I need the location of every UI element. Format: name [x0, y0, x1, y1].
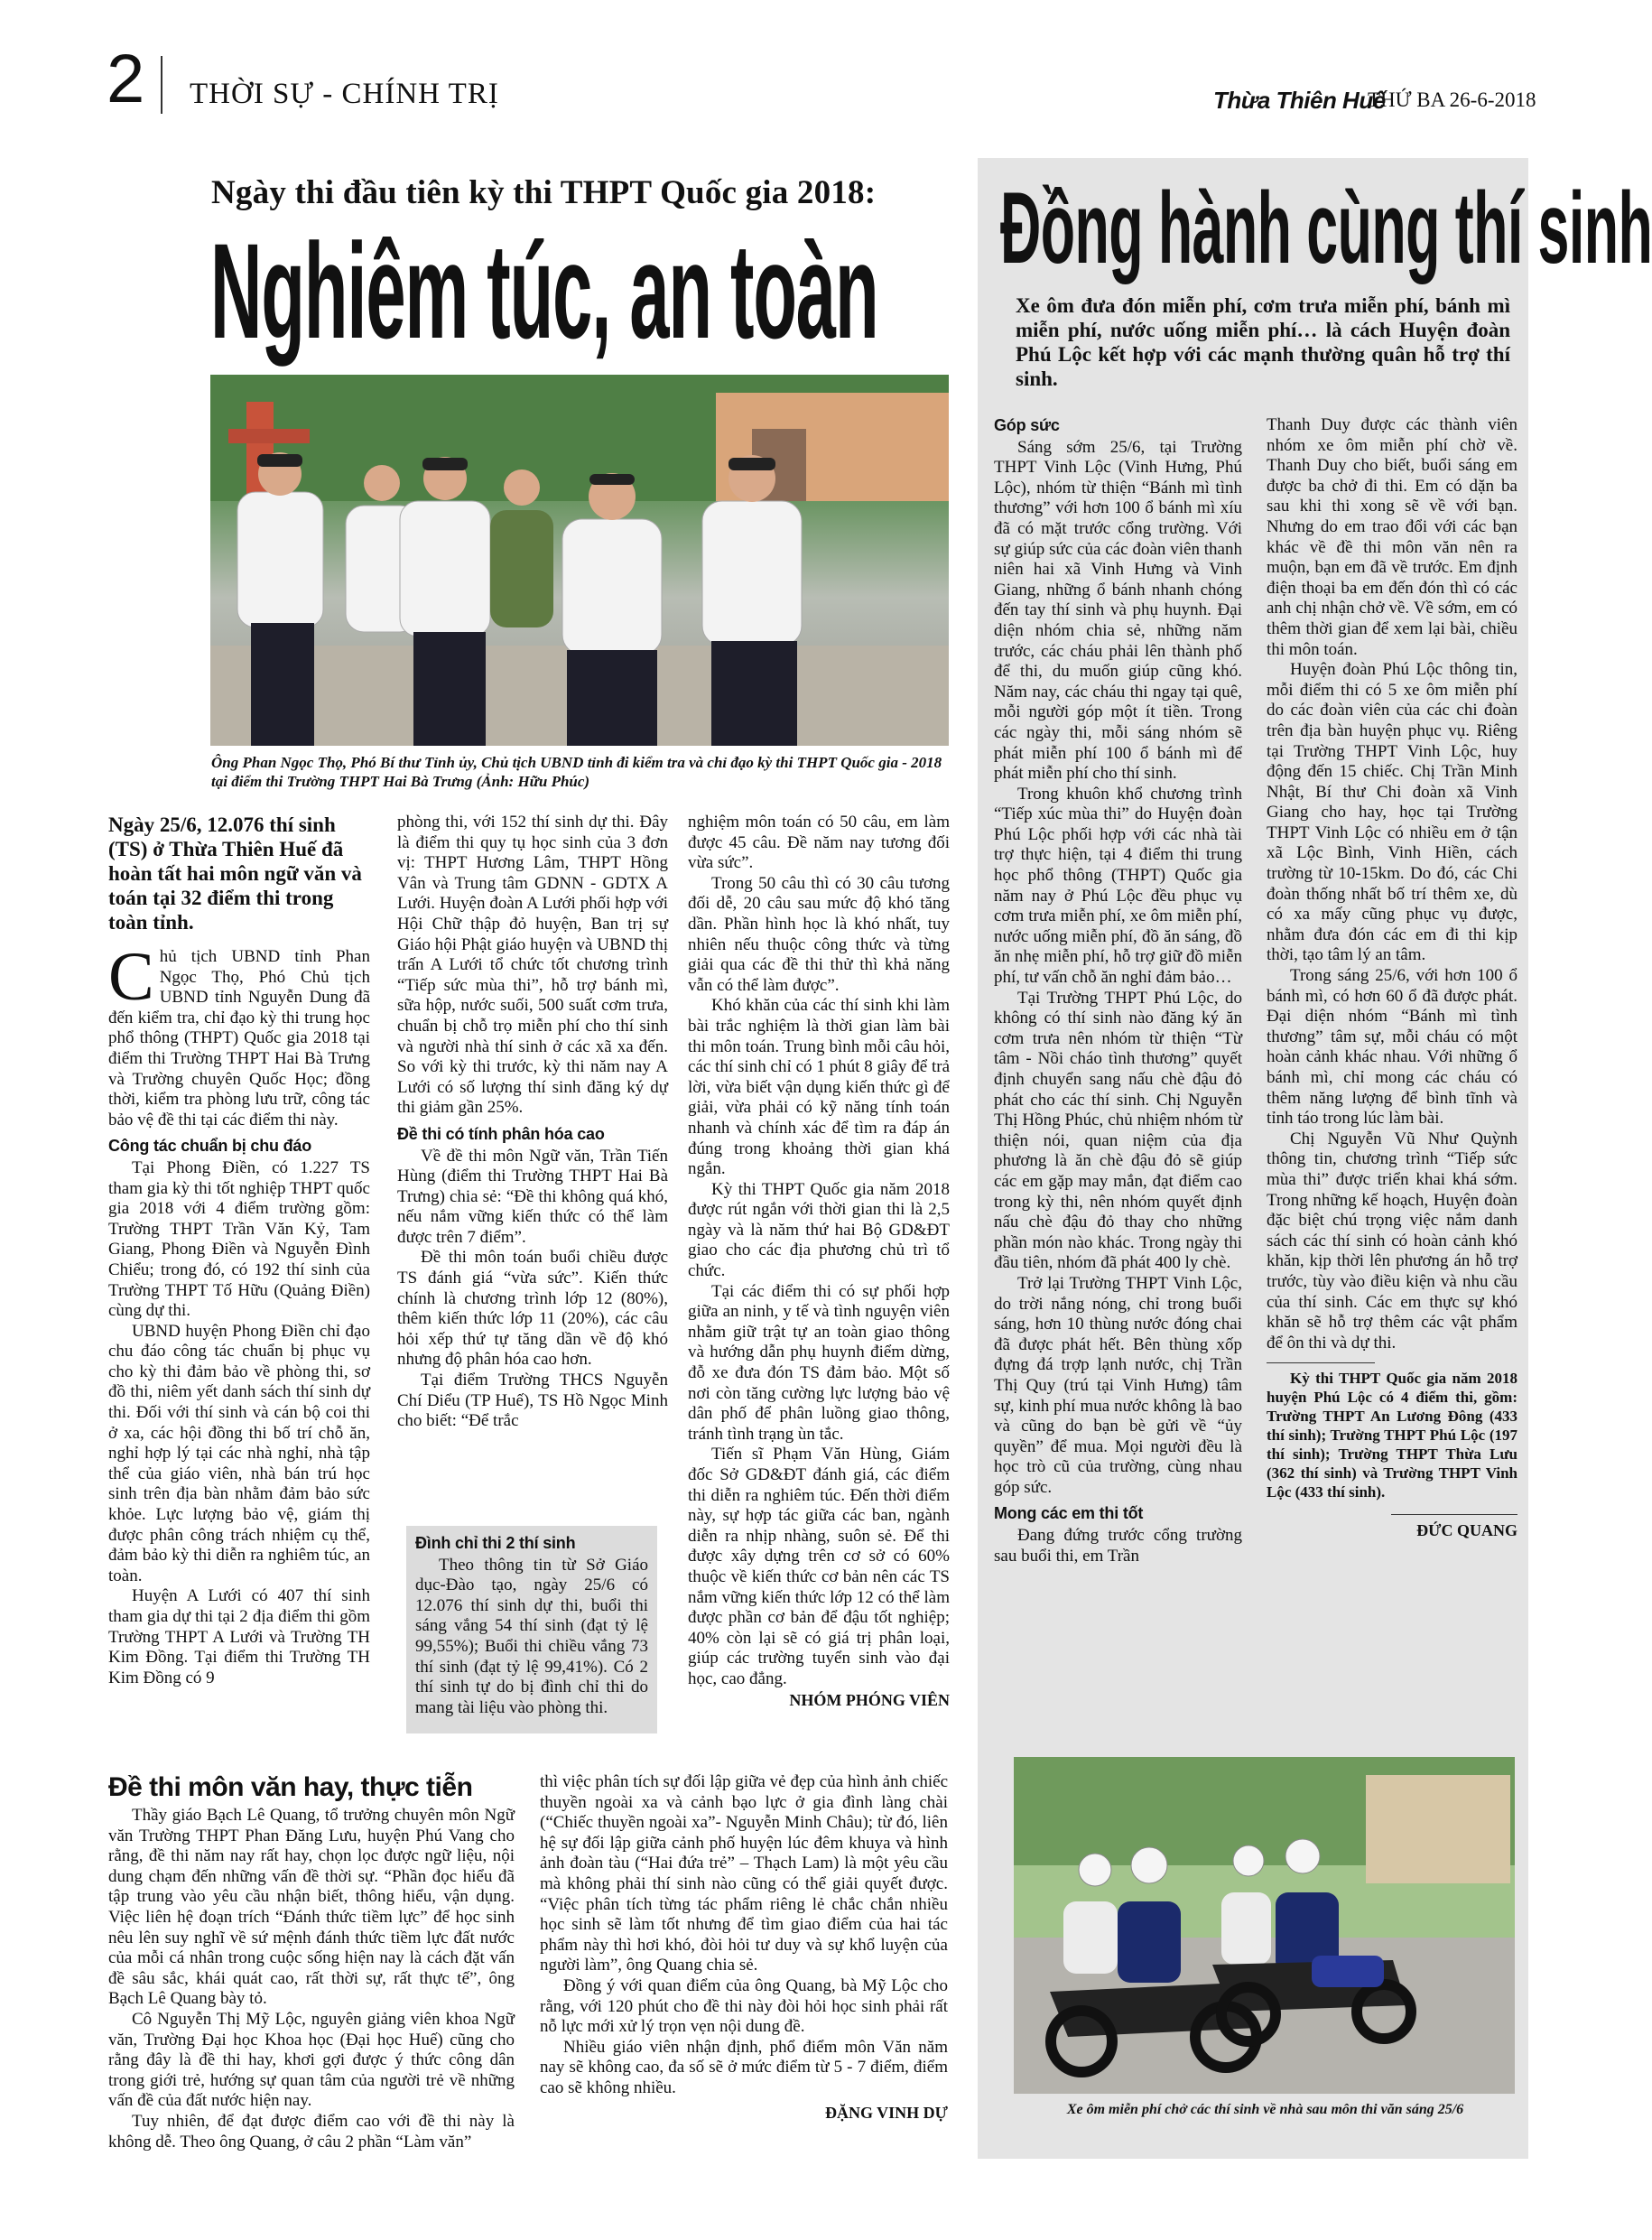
main-photo: [210, 375, 949, 746]
main-kicker: Ngày thi đầu tiên kỳ thi THPT Quốc gia 2018:: [211, 174, 877, 211]
side-p3: Tại Trường THPT Phú Lộc, do không có thí sinh nào đăng ký ăn cơm trưa nên nhóm từ thiện “Từ tâm - Nồi cháo tình thương” quyết định chuyển sang nấu chè đậu đỏ phát cho các thí sinh. Chị Nguyễn Thị Hồng Phúc, chủ nhiệm nhóm từ thiện nói, quan niệm của địa phương là ăn chè đậu đỏ sẽ giúp các em gặp may mắn, đạt điểm cao trong kỳ thi, nên nhóm quyết định nấu chè đậu đỏ thay cho những phần món nào khác. Trong ngày thi đầu tiên, nhóm đã phát 400 ly chè.: [994, 988, 1242, 1273]
main-p1: hủ tịch UBND tỉnh Phan Ngọc Thọ, Phó Chủ tịch UBND tỉnh Nguyễn Dung đã đến kiểm tra, chỉ đạo kỳ thi trung học phổ thông (THPT) Quốc gia 2018 tại điểm thi Trường THPT Hai Bà Trưng và Trường chuyên Quốc Học; đồng thời, kiểm tra phòng lưu trữ, công tác bảo vệ đề thi tại các điểm thi này.: [108, 947, 370, 1129]
side-photo: [1014, 1757, 1515, 2094]
main-lead: Ngày 25/6, 12.076 thí sinh (TS) ở Thừa Thiên Huế đã hoàn tất hai môn ngữ văn và toán tại 32 điểm thi trong toàn tỉnh.: [108, 813, 362, 934]
main-p2: Tại Phong Điền, có 1.227 TS tham gia kỳ thi tốt nghiệp THPT quốc gia 2018 với 4 điểm trường gồm: Trường THPT Trần Văn Kỷ, Tam Giang, Phong Điền và Nguyễn Đình Chiểu; trong đó, có 192 thí sinh của Trường THPT Tố Hữu (Quảng Điền) cùng dự thi.: [108, 1157, 370, 1321]
page-number: 2: [107, 41, 145, 117]
main-p4: Huyện A Lưới có 407 thí sinh tham gia dự thi tại 2 địa điểm thi gồm Trường THPT A Lưới và Trường TH Kim Đồng. Tại điểm thi Trường TH Kim Đồng có 9: [108, 1586, 370, 1687]
main-p9: nghiệm môn toán có 50 câu, em làm được 45 câu. Đề năm nay tương đối vừa sức”.: [688, 813, 950, 873]
main-photo-caption: Ông Phan Ngọc Thọ, Phó Bí thư Tỉnh ủy, Chủ tịch UBND tỉnh đi kiểm tra và chỉ đạo kỳ thi THPT Quốc gia - 2018 tại điểm thi Trường THPT Hai Bà Trưng (Ảnh: Hữu Phúc): [211, 754, 942, 790]
section-title: THỜI SỰ - CHÍNH TRỊ: [190, 78, 499, 110]
main-col-1: [108, 813, 370, 1688]
header-divider: [161, 56, 162, 114]
side-p1: Sáng sớm 25/6, tại Trường THPT Vinh Lộc (Vinh Hưng, Phú Lộc), nhóm từ thiện “Bánh mì tình thương” với hơn 100 ổ bánh mì xíu đã có mặt trước cổng trường. Với sự giúp sức của các đoàn viên thanh niên hai xã Vinh Hưng và Vinh Giang, những ổ bánh nhanh chóng đến tay thí sinh và phụ huynh. Đại diện nhóm chia sẻ, những năm trước, các cháu phải lên thành phố để thi, du muốn giúp cũng khó. Năm nay, các cháu thi ngay tại quê, mỗi người góp một ít tiền. Trong các ngày thi, mỗi sáng nhóm sẽ phát miễn phí 100 ổ bánh mì để phát miễn phí cho thí sinh.: [994, 437, 1242, 784]
side-p9: Chị Nguyễn Vũ Như Quỳnh thông tin, chương trình “Tiếp sức mùa thi” được triển khai khá sớm. Trong những kế hoạch, Huyện đoàn đặc biệt chú trọng việc nắm danh sách các thí sinh có hoàn cảnh khó khăn, kịp thời lên phương án hỗ trợ trước, tùy vào điều kiện và nhu cầu của thí sinh. Các em thực sự khó khăn sẽ hỗ trợ thêm các vật phẩm để ôn thi và dự thi.: [1267, 1129, 1517, 1352]
side-headline-wrap: [1000, 172, 1652, 293]
masthead: Thừa Thiên Huế: [1213, 87, 1386, 114]
box-title: Đình chỉ thi 2 thí sinh: [415, 1534, 576, 1552]
second-p2: Cô Nguyễn Thị Mỹ Lộc, nguyên giảng viên khoa Ngữ văn, Trường Đại học Khoa học (Đại học Huế) cũng cho rằng đây là đề thi hay, khơi gợi được ý thức công dân trong giới trẻ, hướng sự quan tâm của người trẻ về những vấn đề của đất nước hiện nay.: [108, 2009, 515, 2111]
side-p2: Trong khuôn khổ chương trình “Tiếp xúc mùa thi” do Huyện đoàn Phú Lộc phối hợp với các nhà tài trợ thực hiện, tại 4 điểm thi trung học phổ thông (THPT) Quốc gia năm nay ở Phú Lộc đều phục vụ cơm trưa miễn phí, xe ôm miễn phí, nước uống miễn phí, đồ ăn sáng, đồ ăn nhẹ miễn phí, hỗ trợ giữ đồ miễn phí, tư vấn chỗ ăn nghỉ đảm bảo…: [994, 784, 1242, 988]
main-p3: UBND huyện Phong Điền chỉ đạo chu đáo công tác chuẩn bị phục vụ cho kỳ thi đảm bảo về phòng thi, sơ đồ thi, niêm yết danh sách thí sinh dự thi. Đối với thí sinh và cán bộ coi thi ở xa, các hội đồng thi bố trí chỗ ăn, nghỉ hợp lý tại các nhà nghỉ, nhà tập thể của giáo viên, nhà bán trú học sinh trên địa bàn nhằm đảm bảo sức khỏe. Lực lượng bảo vệ, giám thị được phân công trách nhiệm cụ thể, đảm bảo kỳ thi diễn ra nghiêm túc, an toàn.: [108, 1321, 370, 1585]
side-p6: Thanh Duy được các thành viên nhóm xe ôm miễn phí chờ về. Thanh Duy cho biết, buổi sáng em được ba chở đi thi. Em có dặn ba sau khi thi xong sẽ về với bạn. Nhưng do em trao đổi với các bạn khác về đề thi môn văn nên ra muộn, bạn em đã về trước. Em định điện thoại ba em đến đón thì có các anh chị nhận chở về. Về sớm, em có thêm thời gian để xem lại bài, chiều thi môn toán.: [1267, 415, 1517, 659]
side-headline: Đồng hành cùng thí sinh: [1000, 172, 1652, 284]
main-headline-wrap: [210, 217, 960, 370]
second-byline: ĐẶNG VINH DỰ: [824, 2103, 948, 2122]
main-p12: Kỳ thi THPT Quốc gia năm 2018 được rút ngắn với thời gian thi là 2,5 ngày và là năm thứ hai Bộ GD&ĐT giao cho các địa phương chủ trì tổ chức.: [688, 1179, 950, 1281]
main-subhead-2: Đề thi có tính phân hóa cao: [397, 1124, 605, 1143]
side-photo-caption: Xe ôm miễn phí chở các thí sinh về nhà sau môn thi văn sáng 25/6: [1066, 2102, 1464, 2117]
main-p6: Về đề thi môn Ngữ văn, Trần Tiến Hùng (điểm thi Trường THPT Hai Bà Trưng) chia sẻ: “Đề thi không quá khó, nếu nắm vững kiến thức có thể làm được trên 7 điểm”.: [397, 1146, 668, 1247]
side-p4: Trở lại Trường THPT Vinh Lộc, do trời nắng nóng, chỉ trong buổi sáng, hơn 10 thùng nước đóng chai đã được phát hết. Bên thùng xốp đựng đá trợp lạnh nước, chị Trần Thị Quy (trú tại Vinh Hưng) tâm sự, kinh phí mua nước không là bao và cũng do bạn bè gửi về “ủy quyền” để mua. Mọi người đều là học trò cũ của trường, cùng nhau góp sức.: [994, 1273, 1242, 1497]
motorbike-image: [1014, 1757, 1515, 2094]
side-subhead-2: Mong các em thi tốt: [994, 1504, 1144, 1523]
main-col-2: [397, 813, 668, 1432]
main-col-3: [688, 813, 950, 1710]
second-p3: Tuy nhiên, để đạt được điểm cao với đề thi này là không dễ. Theo ông Quang, ở câu 2 phần “Làm văn”: [108, 2111, 515, 2152]
suspension-box: [406, 1526, 657, 1733]
second-col-2: [540, 1772, 948, 2123]
second-headline: Đề thi môn văn hay, thực tiễn: [108, 1772, 473, 1802]
side-col-1: [994, 415, 1242, 1566]
side-p8: Trong sáng 25/6, với hơn 100 ổ bánh mì, có hơn 60 ổ đã được phát. Đại diện nhóm “Bánh mì tình thương” tâm sự, mỗi cháu có một hoàn cảnh khác nhau. Với những ổ bánh mì, chỉ mong các cháu có thêm năng lượng để bình tĩnh và tỉnh táo trong lúc làm bài.: [1267, 966, 1517, 1129]
main-p14: Tiến sĩ Phạm Văn Hùng, Giám đốc Sở GD&ĐT đánh giá, các điểm thi diễn ra nghiêm túc. Đến thời điểm này, sự hợp tác giữa các ban, ngành diễn ra nhịp nhàng, suôn sẻ. Để thi được xây dựng trên cơ sở có 60% thuộc về kiến thức cơ bản nên các TS nắm vững kiến thức lớp 12 có thể làm được phần cơ bản để đậu tốt nghiệp; 40% còn lại sẽ có giá trị phân loại, giúp các trường tuyển sinh vào đại học, cao đẳng.: [688, 1445, 950, 1688]
side-lead: Xe ôm đưa đón miễn phí, cơm trưa miễn phí, bánh mì miễn phí, nước uống miễn phí… là cách Huyện đoàn Phú Lộc kết hợp với các mạnh thường quân hỗ trợ thí sinh.: [1016, 294, 1510, 390]
side-byline: ĐỨC QUANG: [1416, 1521, 1517, 1540]
main-p8: Tại điểm Trường THCS Nguyễn Chí Diểu (TP Huế), TS Hồ Ngọc Minh cho biết: “Để trắc: [397, 1371, 668, 1431]
main-subhead-1: Công tác chuẩn bị chu đáo: [108, 1137, 312, 1156]
second-col-1: [108, 1806, 515, 2152]
issue-date: THỨ BA 26-6-2018: [1368, 88, 1536, 111]
second-p5: Đồng ý với quan điểm của ông Quang, bà Mỹ Lộc cho rằng, với 120 phút cho đề thi này đòi hỏi học sinh phải rất nỗ lực mới xử lý trọn vẹn nội dung đề.: [540, 1975, 948, 2037]
note-divider: [1267, 1362, 1375, 1363]
main-byline: NHÓM PHÓNG VIÊN: [789, 1690, 950, 1709]
main-p10: Trong 50 câu thì có 30 câu tương đối dễ, 20 câu sau mức độ khó tăng dần. Phần hình học là khó nhất, tuy nhiên nếu thuộc công thức và từng giải qua các đề thi thử thì khả năng vẫn có thể làm được”.: [688, 873, 950, 995]
main-p7: Đề thi môn toán buổi chiều được TS đánh giá “vừa sức”. Kiến thức chính là chương trình lớp 12 (80%), thêm kiến thức lớp 11 (20%), các câu hỏi xếp thứ tự tăng dần về độ khó nhưng độ phân hóa cao hơn.: [397, 1248, 668, 1370]
officials-walking-image: [210, 375, 949, 746]
main-p13: Tại các điểm thi có sự phối hợp giữa an ninh, y tế và tình nguyện viên nhằm giữ trật tự an toàn giao thông và hướng dẫn phụ huynh điểm dừng, đỗ xe đưa đón TS đảm bảo. Một số nơi còn tăng cường lực lượng bảo vệ dân phố để phân luồng giao thông, tránh tình trạng ùn tắc.: [688, 1281, 950, 1444]
byline-divider: [1391, 1514, 1517, 1515]
main-headline: Nghiêm túc, an toàn: [210, 215, 878, 367]
dropcap: C: [108, 939, 154, 1015]
side-col-2: [1267, 415, 1517, 1541]
side-note: Kỳ thi THPT Quốc gia năm 2018 huyện Phú Lộc có 4 điểm thi, gồm: Trường THPT An Lương Đông (433 thí sinh); Trường THPT Phú Lộc (197 thí sinh); Trường THPT Thừa Lưu (362 thí sinh) và Trường THPT Vinh Lộc (433 thí sinh).: [1267, 1370, 1517, 1501]
second-p4: thì việc phân tích sự đối lập giữa vẻ đẹp của hình ảnh chiếc thuyền ngoài xa và cảnh bạo lực ở gia đình làng chài (“Chiếc thuyền ngoài xa”- Nguyễn Minh Châu); từ đó, liên hệ sự đối lập giữa cảnh phố huyện lúc đêm khuya và hình ảnh đoàn tàu (“Hai đứa trẻ” – Thạch Lam) là một yêu cầu mà không phải thí sinh nào cũng có thể giải quyết được. “Việc phân tích từng tác phẩm riêng lẻ chắc chắn nhiều học sinh sẽ làm tốt nhưng để tìm giao điểm của hai tác phẩm này thì hơi khó, đòi hỏi tư duy và sự khổ luyện của người làm”, ông Quang chia sẻ.: [540, 1772, 948, 1975]
side-p5: Đang đứng trước cổng trường sau buổi thi, em Trần: [994, 1526, 1242, 1566]
second-p1: Thầy giáo Bạch Lê Quang, tổ trưởng chuyên môn Ngữ văn Trường THPT Phan Đăng Lưu, huyện Phú Vang cho rằng, đề thi năm nay rất hay, chọn lọc được ngữ liệu, nội dung chạm đến những vấn đề thời sự. “Phần đọc hiểu đã tập trung vào yêu cầu nhận biết, thông hiểu, vận dụng. Việc liên hệ đoạn trích “Đánh thức tiềm lực” để học sinh nêu lên suy nghĩ về sứ mệnh đánh thức tiềm lực đất nước của mỗi cá nhân trong cuộc sống hiện nay là cách đặt vấn đề sâu sắc, khái quát cao, rất thời sự, rất thực tế”, ông Bạch Lê Quang bày tỏ.: [108, 1806, 515, 2009]
box-text: Theo thông tin từ Sở Giáo dục-Đào tạo, ngày 25/6 có 12.076 thí sinh dự thi, buổi thi sáng vắng 54 thí sinh (đạt tỷ lệ 99,55%); Buổi thi chiều vắng 73 thí sinh (đạt tỷ lệ 99,41%). Có 2 thí sinh tự do bị đình chỉ thi do mang tài liệu vào phòng thi.: [415, 1555, 648, 1717]
side-subhead-1: Góp sức: [994, 416, 1060, 434]
main-p5: phòng thi, với 152 thí sinh dự thi. Đây là điểm thi quy tụ học sinh của 3 đơn vị: THPT Hương Lâm, THPT Hồng Vân và Trung tâm GDNN - GDTX A Lưới. Huyện đoàn A Lưới phối hợp với Hội Chữ thập đỏ huyện, Ban trị sự Giáo hội Phật giáo huyện và UBND thị trấn A Lưới tổ chức tốt chương trình “Tiếp sức mùa thi”, hỗ trợ bánh mì, sữa hộp, nước suối, 500 suất cơm trưa, chuẩn bị chỗ trọ miễn phí cho thí sinh và người nhà thí sinh ở các xã xa đến. So với kỳ thi trước, kỳ thi năm nay A Lưới có số lượng thí sinh đăng ký dự thi giảm gần 25%.: [397, 813, 668, 1118]
main-p11: Khó khăn của các thí sinh khi làm bài trắc nghiệm là thời gian làm bài thi môn toán. Trung bình mỗi câu hỏi, các thí sinh chỉ có 1 phút 8 giây để trả lời, vừa biết vận dụng kiến thức gì để giải, vừa phải có kỹ năng tính toán nhanh và chính xác để tìm ra đáp án đúng trong khoảng thời gian khá ngắn.: [688, 996, 950, 1179]
side-p7: Huyện đoàn Phú Lộc thông tin, mỗi điểm thi có 5 xe ôm miễn phí do các đoàn viên của các chi đoàn trên địa bàn huyện phục vụ. Riêng tại Trường THPT Vinh Lộc, huy động đến 15 chiếc. Chị Trần Minh Nhật, Bí thư Chi đoàn xã Vinh Giang cho hay, học tại Trường THPT Vinh Lộc có nhiều em ở tận xã Lộc Bình, Vinh Hiền, cách trường từ 10-15km. Do đó, các Chi đoàn thống nhất bố trí thêm xe, dù có xa mấy cũng phục vụ được, nhằm đưa đón các em đi thi kịp thời, tạo tâm lý an tâm.: [1267, 660, 1517, 965]
second-p6: Nhiều giáo viên nhận định, phổ điểm môn Văn năm nay sẽ không cao, đa số sẽ ở mức điểm từ 5 - 7 điểm, điểm cao sẽ không nhiều.: [540, 2037, 948, 2097]
